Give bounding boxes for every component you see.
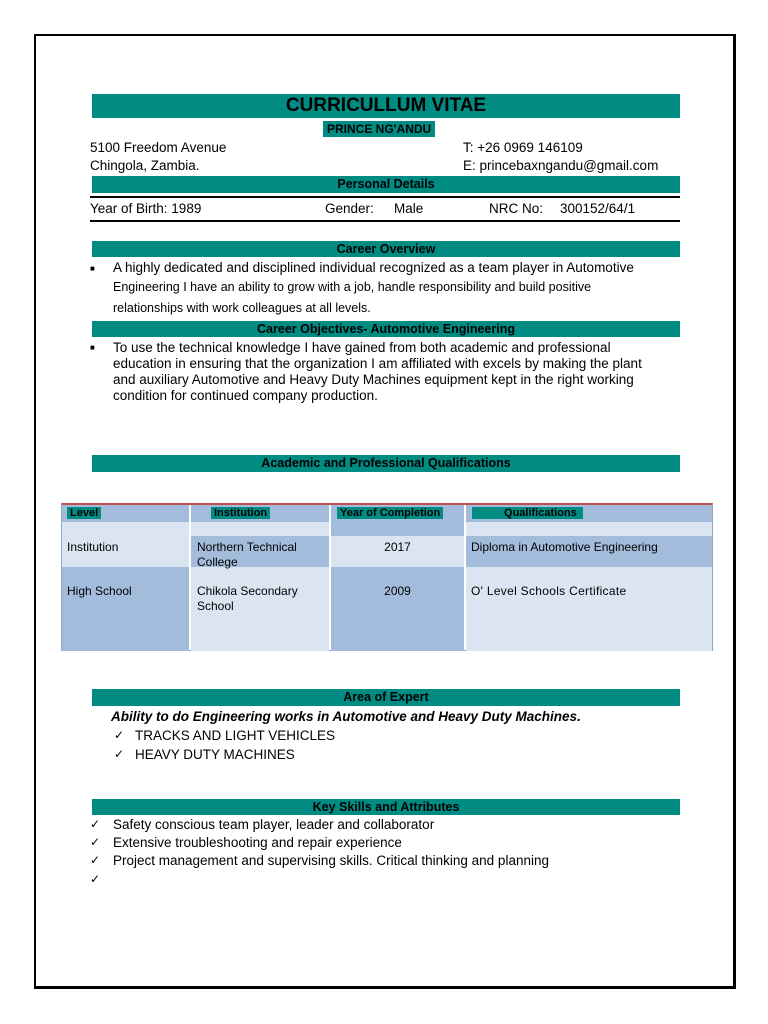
gender-label: Gender: bbox=[325, 201, 374, 216]
overview-line-3: relationships with work colleagues at all levels. bbox=[113, 301, 371, 315]
checkmark-icon: ✓ bbox=[90, 872, 101, 886]
checkmark-icon: ✓ bbox=[90, 853, 101, 867]
gender-value: Male bbox=[394, 201, 424, 216]
row-1-year: 2017 bbox=[384, 540, 411, 554]
bullet-icon: ■ bbox=[90, 264, 95, 273]
personal-details-bar bbox=[92, 176, 680, 193]
checkmark-icon: ✓ bbox=[90, 817, 101, 831]
expertise-subtitle: Ability to do Engineering works in Automotive and Heavy Duty Machines. bbox=[111, 709, 581, 724]
qualifications-heading: Academic and Professional Qualifications bbox=[261, 456, 511, 470]
objective-line-4: condition for continued company production. bbox=[113, 388, 378, 403]
cv-page bbox=[34, 34, 736, 989]
address-line-2: Chingola, Zambia. bbox=[90, 158, 200, 173]
objective-line-3: and auxiliary Automotive and Heavy Duty Machines equipment kept in the right working bbox=[113, 372, 634, 387]
row-1-qualification: Diploma in Automotive Engineering bbox=[471, 540, 658, 554]
qualifications-table bbox=[61, 503, 713, 651]
bullet-icon: ■ bbox=[90, 343, 95, 352]
expertise-bar bbox=[92, 689, 680, 706]
skill-item-3: Project management and supervising skills. Critical thinking and planning bbox=[113, 853, 549, 868]
candidate-name: PRINCE NG'ANDU bbox=[323, 121, 435, 137]
divider-bottom bbox=[90, 220, 680, 222]
address-line-1: 5100 Freedom Avenue bbox=[90, 140, 227, 155]
nrc-value: 300152/64/1 bbox=[560, 201, 636, 216]
year-of-birth: Year of Birth: 1989 bbox=[90, 201, 202, 216]
page-title: CURRICULLUM VITAE bbox=[285, 95, 487, 116]
column-header-level: Level bbox=[67, 507, 101, 519]
objective-line-1: To use the technical knowledge I have gained from both academic and professional bbox=[113, 340, 611, 355]
skill-item-2: Extensive troubleshooting and repair experience bbox=[113, 835, 402, 850]
objective-line-2: education in ensuring that the organization I am affiliated with excels by making the plant bbox=[113, 356, 642, 371]
career-overview-heading: Career Overview bbox=[336, 242, 436, 256]
email-address: E: princebaxngandu@gmail.com bbox=[463, 158, 659, 173]
overview-line-1: A highly dedicated and disciplined individual recognized as a team player in Automotive bbox=[113, 260, 634, 275]
expertise-item-1: TRACKS AND LIGHT VEHICLES bbox=[135, 728, 336, 743]
row-2-year: 2009 bbox=[384, 584, 411, 598]
career-objectives-bar bbox=[92, 321, 680, 337]
row-2-qualification: O' Level Schools Certificate bbox=[471, 584, 627, 598]
row-1-institution: Northern Technical College bbox=[197, 540, 297, 569]
skills-heading: Key Skills and Attributes bbox=[312, 800, 460, 814]
expertise-item-2: HEAVY DUTY MACHINES bbox=[135, 747, 295, 762]
overview-line-2: Engineering I have an ability to grow with a job, handle responsibility and build positive bbox=[113, 280, 592, 294]
checkmark-icon: ✓ bbox=[114, 728, 125, 742]
qualifications-bar bbox=[92, 455, 680, 472]
checkmark-icon: ✓ bbox=[114, 747, 125, 761]
title-bar bbox=[92, 94, 680, 118]
column-header-institution: Institution bbox=[211, 507, 270, 519]
career-objectives-heading: Career Objectives- Automotive Engineering bbox=[257, 322, 515, 336]
nrc-label: NRC No: bbox=[489, 201, 544, 216]
divider-top bbox=[90, 196, 680, 198]
career-overview-bar bbox=[92, 241, 680, 257]
row-1-level: Institution bbox=[67, 540, 119, 554]
column-header-qualifications: Qualifications bbox=[472, 507, 583, 519]
personal-details-heading: Personal Details bbox=[337, 177, 435, 191]
skill-item-1: Safety conscious team player, leader and collaborator bbox=[113, 817, 435, 832]
checkmark-icon: ✓ bbox=[90, 835, 101, 849]
row-2-institution: Chikola Secondary School bbox=[197, 584, 298, 613]
phone-number: T: +26 0969 146109 bbox=[463, 140, 583, 155]
row-2-level: High School bbox=[67, 584, 132, 598]
column-header-year: Year of Completion bbox=[337, 507, 443, 519]
expertise-heading: Area of Expert bbox=[343, 690, 429, 704]
skills-bar bbox=[92, 799, 680, 815]
